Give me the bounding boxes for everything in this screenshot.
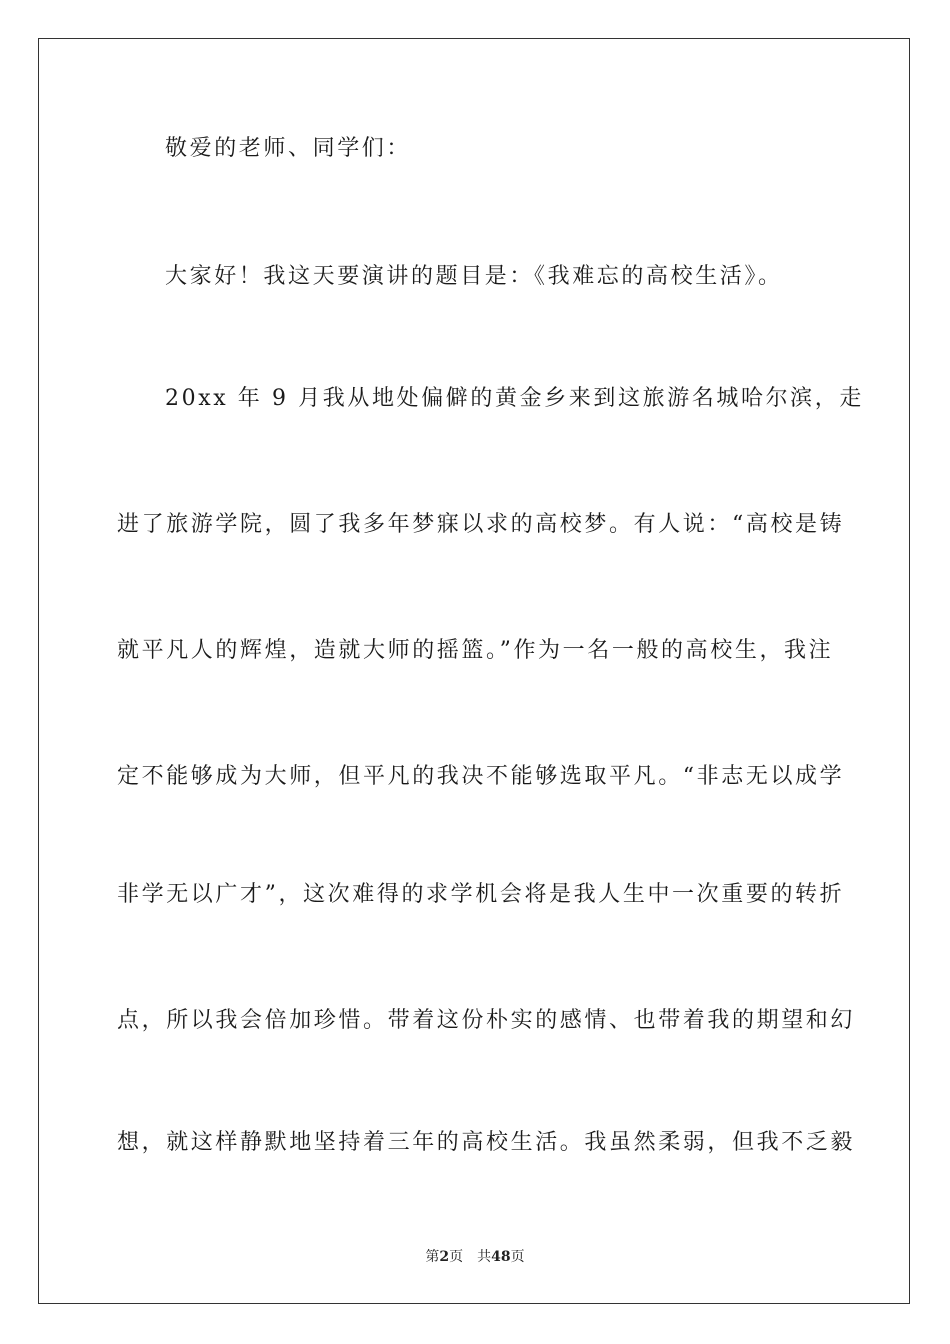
paragraph-line-4: 定不能够成为大师，但平凡的我决不能够选取平凡。“非志无以成学 — [117, 764, 845, 789]
paragraph-line-1: 20xx 年 9 月我从地处偏僻的黄金乡来到这旅游名城哈尔滨，走 — [165, 386, 864, 411]
greeting-text: 大家好！我这天要演讲的题目是：《我难忘的高校生活》。 — [165, 264, 783, 289]
footer-page-suffix: 页 — [449, 1249, 464, 1265]
paragraph-line-2: 进了旅游学院，圆了我多年梦寐以求的高校梦。有人说：“高校是铸 — [117, 512, 845, 537]
footer-page-prefix: 第 — [425, 1249, 440, 1265]
page-border — [38, 38, 910, 1304]
salutation-text: 敬爱的老师、同学们： — [165, 136, 412, 161]
footer-total-pages: 48 — [491, 1249, 511, 1265]
paragraph-line-5: 非学无以广才”，这次难得的求学机会将是我人生中一次重要的转折 — [117, 882, 845, 907]
page-footer — [0, 1247, 950, 1267]
paragraph-line-7: 想，就这样静默地坚持着三年的高校生活。我虽然柔弱，但我不乏毅 — [117, 1130, 856, 1155]
footer-total-suffix: 页 — [510, 1249, 525, 1265]
paragraph-line-3: 就平凡人的辉煌，造就大师的摇篮。”作为一名一般的高校生，我注 — [117, 638, 834, 663]
footer-total-prefix: 共 — [477, 1249, 492, 1265]
footer-page-number: 2 — [439, 1249, 450, 1265]
paragraph-line-6: 点，所以我会倍加珍惜。带着这份朴实的感情、也带着我的期望和幻 — [117, 1008, 856, 1033]
